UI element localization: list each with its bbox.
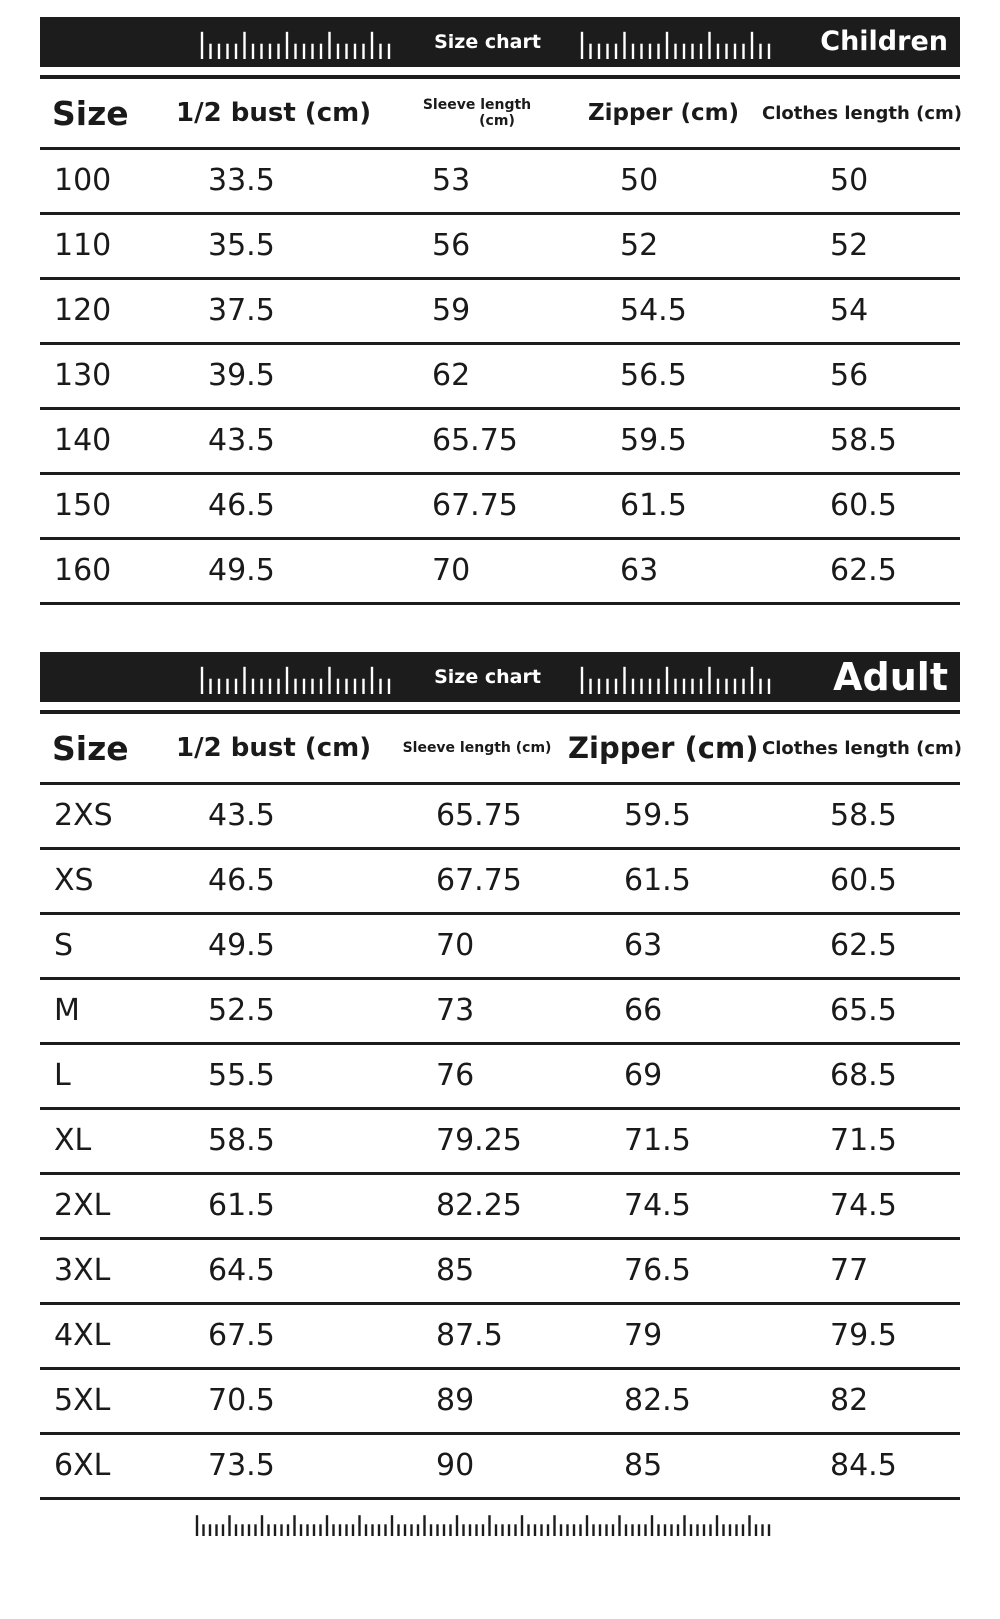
table-row [40,150,960,215]
table-row [40,850,960,915]
cell-zipper: 71.5 [624,1123,691,1158]
cell-clothes: 68.5 [830,1058,897,1093]
cell-sleeve: 70 [432,553,471,588]
table-row [40,1305,960,1370]
cell-zipper: 61.5 [624,863,691,898]
table-row [40,280,960,345]
header-sleeve-line1: Sleeve length [422,97,532,113]
table-row [40,1435,960,1500]
cell-size: 6XL [54,1448,111,1483]
cell-clothes: 52 [830,228,869,263]
cell-size: S [54,928,74,963]
cell-bust: 49.5 [208,928,275,963]
cell-size: 2XL [54,1188,111,1223]
cell-bust: 61.5 [208,1188,275,1223]
ruler-decoration-icon [195,1510,775,1536]
cell-sleeve: 82.25 [436,1188,522,1223]
cell-size: 4XL [54,1318,111,1353]
children-size-table [40,17,960,605]
cell-bust: 73.5 [208,1448,275,1483]
cell-size: 110 [54,228,112,263]
table-row [40,475,960,540]
cell-bust: 33.5 [208,163,275,198]
cell-bust: 46.5 [208,863,275,898]
header-bust: 1/2 bust (cm) [176,98,372,128]
cell-sleeve: 73 [436,993,475,1028]
cell-size: 140 [54,423,112,458]
cell-zipper: 74.5 [624,1188,691,1223]
cell-size: XL [54,1123,92,1158]
header-sleeve: Sleeve length (cm) [402,740,552,756]
cell-size: 150 [54,488,112,523]
cell-size: 160 [54,553,112,588]
cell-bust: 55.5 [208,1058,275,1093]
cell-sleeve: 90 [436,1448,475,1483]
cell-zipper: 63 [620,553,659,588]
cell-bust: 70.5 [208,1383,275,1418]
cell-clothes: 77 [830,1253,869,1288]
cell-sleeve: 67.75 [432,488,518,523]
cell-zipper: 61.5 [620,488,687,523]
cell-clothes: 54 [830,293,869,328]
table-row [40,215,960,280]
table-header-row [40,714,960,785]
header-zipper: Zipper (cm) [588,100,740,126]
table-row [40,540,960,605]
cell-clothes: 58.5 [830,798,897,833]
cell-sleeve: 76 [436,1058,475,1093]
header-size: Size [52,728,129,768]
header-zipper: Zipper (cm) [568,731,759,765]
cell-zipper: 50 [620,163,659,198]
cell-clothes: 74.5 [830,1188,897,1223]
cell-size: M [54,993,80,1028]
header-sleeve-line2: (cm) [479,113,515,129]
adult-banner [40,652,960,702]
cell-size: 2XS [54,798,113,833]
table-header-row [40,79,960,150]
table-row [40,785,960,850]
header-clothes-length: Clothes length (cm) [762,737,962,759]
cell-bust: 35.5 [208,228,275,263]
cell-clothes: 56 [830,358,869,393]
cell-zipper: 59.5 [620,423,687,458]
cell-zipper: 63 [624,928,663,963]
cell-bust: 43.5 [208,423,275,458]
cell-bust: 46.5 [208,488,275,523]
cell-bust: 67.5 [208,1318,275,1353]
cell-sleeve: 85 [436,1253,475,1288]
cell-bust: 52.5 [208,993,275,1028]
header-size: Size [52,93,129,133]
banner-chart-title: Size chart [434,666,541,688]
children-rows [40,150,960,605]
cell-clothes: 62.5 [830,553,897,588]
cell-bust: 64.5 [208,1253,275,1288]
banner-category-label: Adult [833,655,948,699]
cell-zipper: 76.5 [624,1253,691,1288]
banner-chart-title: Size chart [434,31,541,53]
cell-zipper: 66 [624,993,663,1028]
table-row [40,1240,960,1305]
cell-size: 130 [54,358,112,393]
cell-zipper: 52 [620,228,659,263]
cell-clothes: 50 [830,163,869,198]
cell-sleeve: 59 [432,293,471,328]
table-row [40,345,960,410]
cell-sleeve: 87.5 [436,1318,503,1353]
cell-sleeve: 65.75 [436,798,522,833]
cell-size: XS [54,863,94,898]
cell-size: 5XL [54,1383,111,1418]
cell-clothes: 65.5 [830,993,897,1028]
cell-zipper: 69 [624,1058,663,1093]
table-row [40,980,960,1045]
cell-sleeve: 79.25 [436,1123,522,1158]
table-row [40,410,960,475]
banner-category-label: Children [820,26,948,57]
table-row [40,1110,960,1175]
cell-clothes: 58.5 [830,423,897,458]
cell-zipper: 59.5 [624,798,691,833]
cell-clothes: 60.5 [830,863,897,898]
cell-bust: 49.5 [208,553,275,588]
ruler-decoration-icon [200,660,395,694]
cell-bust: 58.5 [208,1123,275,1158]
cell-clothes: 60.5 [830,488,897,523]
cell-bust: 43.5 [208,798,275,833]
table-row [40,915,960,980]
table-row [40,1370,960,1435]
cell-clothes: 71.5 [830,1123,897,1158]
children-banner [40,17,960,67]
ruler-decoration-icon [580,660,775,694]
cell-size: 120 [54,293,112,328]
cell-sleeve: 67.75 [436,863,522,898]
header-sleeve [398,79,556,147]
cell-sleeve: 70 [436,928,475,963]
cell-size: 100 [54,163,112,198]
cell-sleeve: 56 [432,228,471,263]
table-row [40,1175,960,1240]
cell-clothes: 82 [830,1383,869,1418]
cell-sleeve: 65.75 [432,423,518,458]
cell-clothes: 62.5 [830,928,897,963]
cell-zipper: 82.5 [624,1383,691,1418]
cell-zipper: 56.5 [620,358,687,393]
cell-size: L [54,1058,71,1093]
cell-zipper: 54.5 [620,293,687,328]
cell-zipper: 85 [624,1448,663,1483]
adult-rows [40,785,960,1500]
cell-clothes: 84.5 [830,1448,897,1483]
header-bust: 1/2 bust (cm) [176,733,372,763]
cell-zipper: 79 [624,1318,663,1353]
ruler-decoration-icon [580,25,775,59]
ruler-decoration-icon [200,25,395,59]
adult-size-table [40,652,960,1500]
cell-bust: 39.5 [208,358,275,393]
cell-clothes: 79.5 [830,1318,897,1353]
cell-sleeve: 89 [436,1383,475,1418]
table-row [40,1045,960,1110]
cell-size: 3XL [54,1253,111,1288]
cell-bust: 37.5 [208,293,275,328]
cell-sleeve: 62 [432,358,471,393]
header-clothes-length: Clothes length (cm) [762,102,962,124]
cell-sleeve: 53 [432,163,471,198]
